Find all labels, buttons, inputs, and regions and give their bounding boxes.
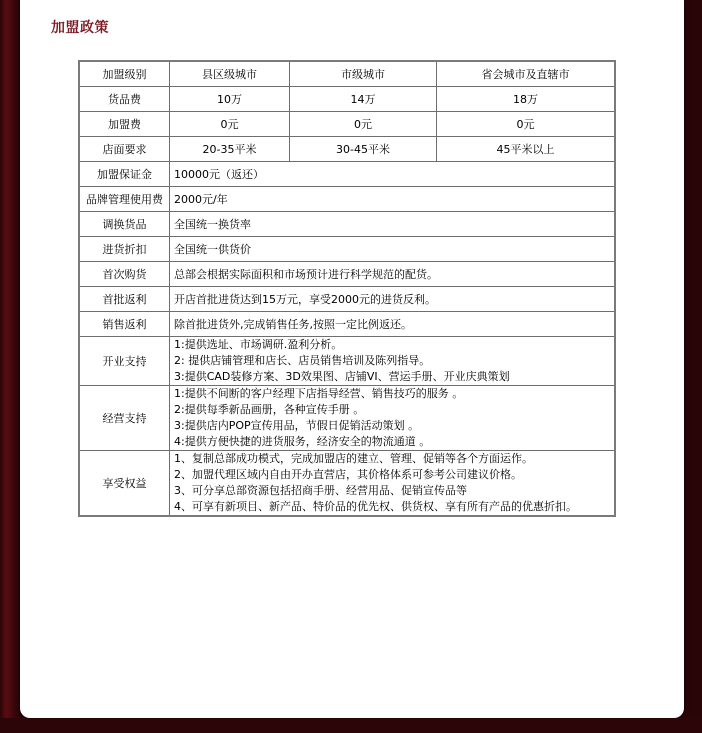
table-cell: 0元: [437, 112, 616, 137]
table-cell: 14万: [290, 87, 437, 112]
table-cell: [170, 386, 616, 451]
list-item: 1:提供选址、市场调研.盈利分析。: [174, 338, 343, 351]
row-label: 经营支持: [79, 386, 170, 451]
table-cell: 0元: [170, 112, 290, 137]
table-row: [79, 237, 615, 262]
table-cell: 0元: [290, 112, 437, 137]
table-cell: 全国统一供货价: [170, 237, 616, 262]
row-label: 加盟费: [79, 112, 170, 137]
list-item: 4:提供方便快捷的进货服务，经济安全的物流通道 。: [174, 435, 431, 448]
row-label: 货品费: [79, 87, 170, 112]
list-item: 3:提供CAD装修方案、3D效果图、店铺VI、营运手册、开业庆典策划: [174, 370, 510, 383]
table-cell: [170, 451, 616, 517]
header-cell-province: 省会城市及直辖市: [437, 61, 616, 87]
table-row: [79, 212, 615, 237]
table-row: [79, 312, 615, 337]
header-cell-county: 县区级城市: [170, 61, 290, 87]
table-cell: 45平米以上: [437, 137, 616, 162]
table-row: [79, 287, 615, 312]
list-item: 3、可分享总部资源包括招商手册、经营用品、促销宣传品等: [174, 484, 467, 497]
list-item: 1、复制总部成功模式，完成加盟店的建立、管理、促销等各个方面运作。: [174, 452, 533, 465]
row-label: 品牌管理使用费: [79, 187, 170, 212]
list-item: 4、可享有新项目、新产品、特价品的优先权、供货权、享有所有产品的优惠折扣。: [174, 500, 577, 513]
table-row: [79, 262, 615, 287]
row-label: 进货折扣: [79, 237, 170, 262]
table-cell: 全国统一换货率: [170, 212, 616, 237]
table-cell: 30-45平米: [290, 137, 437, 162]
table-cell: 2000元/年: [170, 187, 616, 212]
header-cell-level: 加盟级别: [79, 61, 170, 87]
row-label: 享受权益: [79, 451, 170, 517]
table-row: [79, 137, 615, 162]
list-item: 2:提供每季新品画册，各种宣传手册 。: [174, 403, 365, 416]
row-label: 调换货品: [79, 212, 170, 237]
table-cell: 18万: [437, 87, 616, 112]
table-cell: 10万: [170, 87, 290, 112]
table-cell: 总部会根据实际面积和市场预计进行科学规范的配货。: [170, 262, 616, 287]
row-label: 加盟保证金: [79, 162, 170, 187]
table-row: [79, 162, 615, 187]
table-row: [79, 386, 615, 451]
table-cell: [170, 337, 616, 386]
table-cell: 10000元（返还）: [170, 162, 616, 187]
row-label: 首批返利: [79, 287, 170, 312]
background-band: [0, 718, 702, 733]
table-cell: 开店首批进货达到15万元，享受2000元的进货反利。: [170, 287, 616, 312]
row-label: 开业支持: [79, 337, 170, 386]
list-item: 2: 提供店铺管理和店长、店员销售培训及陈列指导。: [174, 354, 431, 367]
table-row: [79, 112, 615, 137]
list-item: 1:提供不间断的客户经理下店指导经营、销售技巧的服务 。: [174, 387, 464, 400]
row-label: 销售返利: [79, 312, 170, 337]
table-header-row: [79, 61, 615, 87]
table-row: [79, 337, 615, 386]
table-cell: 20-35平米: [170, 137, 290, 162]
row-label: 店面要求: [79, 137, 170, 162]
franchise-policy-table: [78, 60, 616, 517]
content-panel: [20, 0, 684, 718]
table-cell: 除首批进货外,完成销售任务,按照一定比例返还。: [170, 312, 616, 337]
list-item: 3:提供店内POP宣传用品，节假日促销活动策划 。: [174, 419, 420, 432]
header-cell-city: 市级城市: [290, 61, 437, 87]
table-row: [79, 187, 615, 212]
table-row: [79, 451, 615, 517]
page-title: 加盟政策: [51, 20, 109, 36]
list-item: 2、加盟代理区域内自由开办直营店，其价格体系可参考公司建议价格。: [174, 468, 522, 481]
row-label: 首次购货: [79, 262, 170, 287]
table-row: [79, 87, 615, 112]
